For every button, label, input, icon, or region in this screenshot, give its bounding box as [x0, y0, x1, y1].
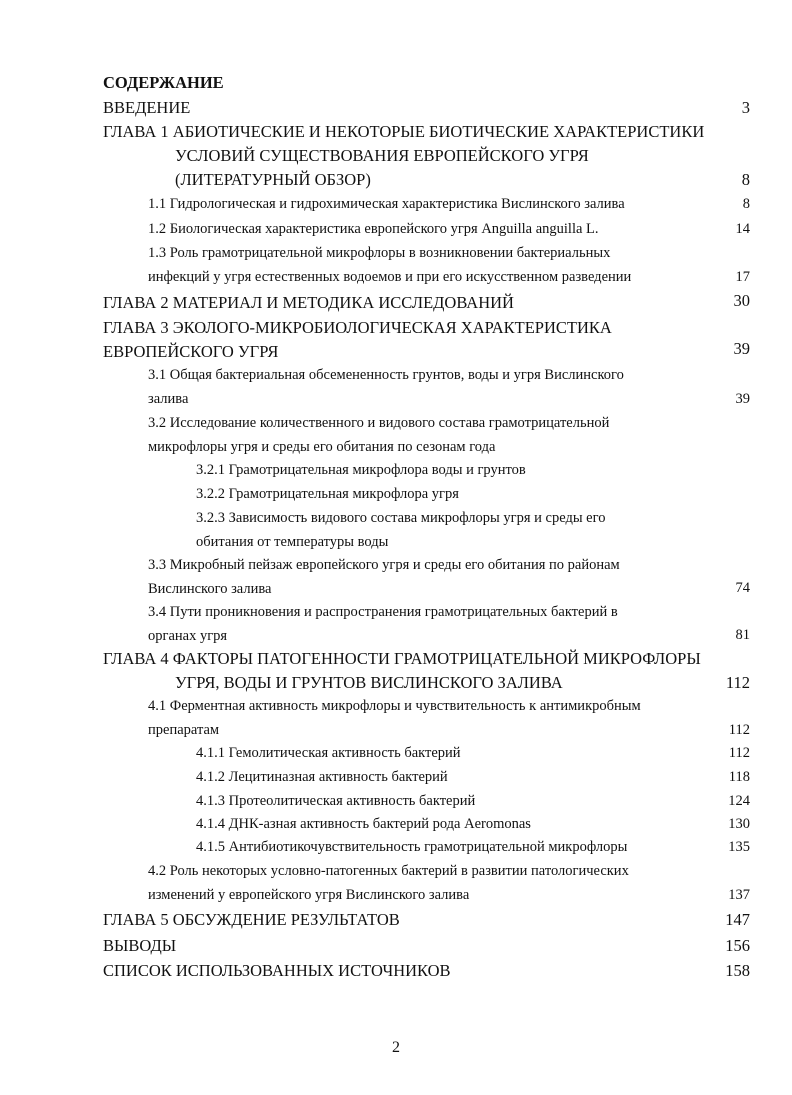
toc-page-number: 81 [735, 627, 750, 643]
toc-line: органах угря [148, 628, 228, 644]
toc-page-number: 147 [725, 910, 750, 929]
toc-page-number: 112 [728, 722, 750, 738]
toc-line: 4.1.2 Лецитиназная активность бактерий [196, 769, 448, 785]
toc-page-number: 8 [742, 196, 750, 212]
toc-page-number: 74 [735, 580, 750, 596]
toc-line: 4.1 Ферментная активность микрофлоры и чувствительность к антимикробным [148, 698, 641, 714]
toc-line: ВВЕДЕНИЕ [103, 98, 191, 117]
toc-line: залива [148, 391, 189, 407]
toc-line: ВЫВОДЫ [103, 936, 177, 955]
toc-line: 3.2.1 Грамотрицательная микрофлора воды и грунтов [196, 462, 526, 478]
toc-page-number: 137 [728, 887, 750, 903]
page-title: СОДЕРЖАНИЕ [103, 73, 224, 92]
toc-line: препаратам [148, 722, 220, 738]
toc-line: 4.1.4 ДНК-азная активность бактерий рода Aeromonas [196, 816, 531, 832]
toc-page-number: 118 [728, 769, 750, 785]
toc-page-number: 3 [741, 98, 750, 117]
toc-line: ГЛАВА 5 ОБСУЖДЕНИЕ РЕЗУЛЬТАТОВ [103, 910, 400, 929]
toc-line: 4.2 Роль некоторых условно-патогенных бактерий в развитии патологических [148, 863, 629, 879]
toc-line: ГЛАВА 3 ЭКОЛОГО-МИКРОБИОЛОГИЧЕСКАЯ ХАРАКТЕРИСТИКА [103, 318, 612, 337]
toc-line: Вислинского залива [148, 581, 272, 597]
toc-line: 3.1 Общая бактериальная обсемененность грунтов, воды и угря Вислинского [148, 367, 624, 383]
toc-line: ЕВРОПЕЙСКОГО УГРЯ [103, 342, 279, 361]
toc-page-number: 17 [735, 269, 750, 285]
footer-page-number: 2 [392, 1039, 400, 1056]
toc-page-number: 124 [728, 793, 750, 809]
toc-page-number: 39 [735, 391, 750, 407]
toc-line: 1.2 Биологическая характеристика европейского угря Anguilla anguilla L. [148, 221, 599, 237]
toc-line: 3.2 Исследование количественного и видового состава грамотрицательной [148, 415, 610, 431]
toc-page-number: 14 [735, 221, 750, 237]
toc-page-number: 112 [728, 745, 750, 761]
toc-line: микрофлоры угря и среды его обитания по сезонам года [148, 439, 496, 455]
toc-page-number: 156 [725, 936, 750, 955]
toc-line: 3.4 Пути проникновения и распространения грамотрицательных бактерий в [148, 604, 618, 620]
toc-line: ГЛАВА 1 АБИОТИЧЕСКИЕ И НЕКОТОРЫЕ БИОТИЧЕСКИЕ ХАРАКТЕРИСТИКИ [103, 122, 705, 141]
toc-line: 1.3 Роль грамотрицательной микрофлоры в возникновении бактериальных [148, 245, 611, 261]
toc-line: ГЛАВА 4 ФАКТОРЫ ПАТОГЕННОСТИ ГРАМОТРИЦАТЕЛЬНОЙ МИКРОФЛОРЫ [103, 649, 701, 668]
toc-page-number: 135 [728, 839, 750, 855]
toc-line: 4.1.5 Антибиотикочувствительность грамотрицательной микрофлоры [196, 839, 628, 855]
toc-line: обитания от температуры воды [196, 534, 389, 550]
toc-line: ГЛАВА 2 МАТЕРИАЛ И МЕТОДИКА ИССЛЕДОВАНИЙ [103, 293, 514, 312]
toc-line: инфекций у угря естественных водоемов и при его искусственном разведении [148, 269, 632, 285]
toc-page-number: 30 [733, 291, 750, 310]
toc-line: СПИСОК ИСПОЛЬЗОВАННЫХ ИСТОЧНИКОВ [103, 961, 451, 980]
toc-line: 3.2.3 Зависимость видового состава микрофлоры угря и среды его [196, 510, 606, 526]
toc-page-number: 8 [741, 170, 750, 189]
toc-line: УГРЯ, ВОДЫ И ГРУНТОВ ВИСЛИНСКОГО ЗАЛИВА [175, 673, 563, 692]
toc-page-number: 158 [725, 961, 750, 980]
toc-page-number: 112 [725, 673, 750, 692]
toc-line: УСЛОВИЙ СУЩЕСТВОВАНИЯ ЕВРОПЕЙСКОГО УГРЯ [175, 146, 589, 165]
toc-page-number: 130 [728, 816, 750, 832]
toc-line: 4.1.1 Гемолитическая активность бактерий [196, 745, 461, 761]
toc-line: 4.1.3 Протеолитическая активность бактерий [196, 793, 476, 809]
toc-page-number: 39 [733, 339, 750, 358]
toc-line: 3.2.2 Грамотрицательная микрофлора угря [196, 486, 459, 502]
toc-line: 3.3 Микробный пейзаж европейского угря и среды его обитания по районам [148, 557, 620, 573]
toc-line: (ЛИТЕРАТУРНЫЙ ОБЗОР) [175, 170, 371, 189]
toc-line: изменений у европейского угря Вислинского залива [148, 887, 470, 903]
toc-line: 1.1 Гидрологическая и гидрохимическая характеристика Вислинского залива [148, 196, 625, 212]
